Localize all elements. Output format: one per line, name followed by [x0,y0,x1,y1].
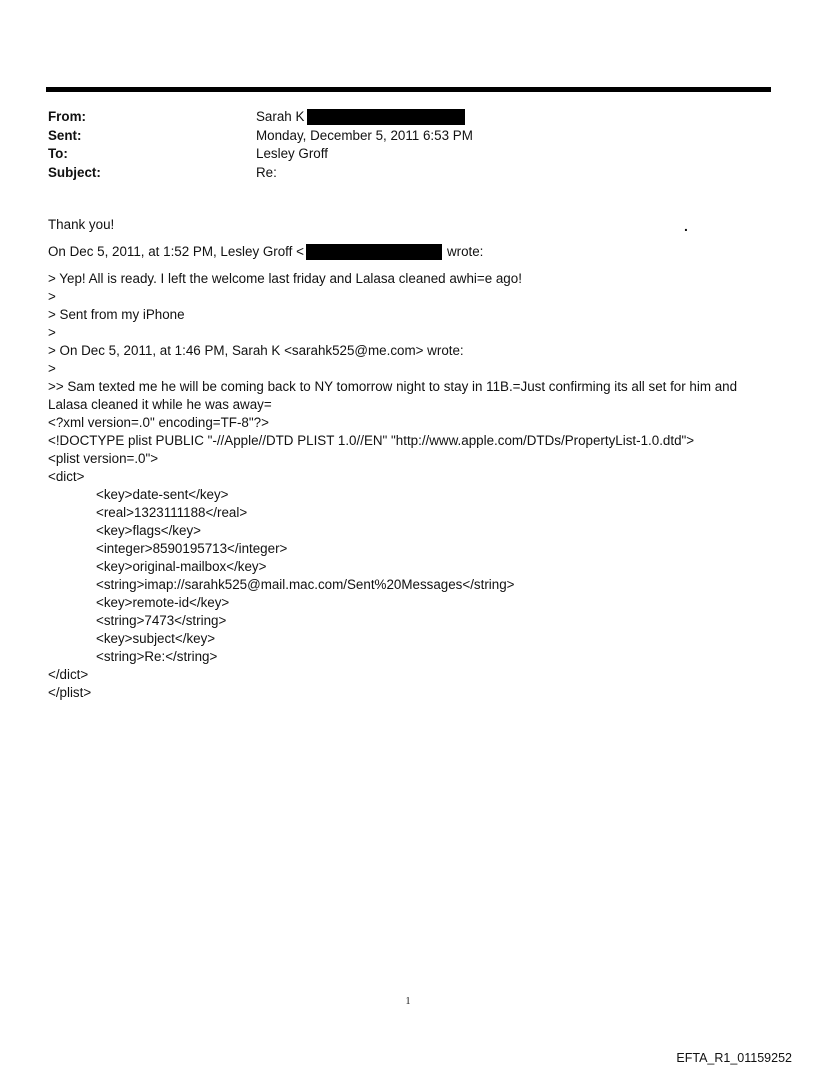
xml-line: <plist version=.0"> [48,451,159,466]
subject-label: Subject: [48,164,101,180]
quoted-line: > Sent from my iPhone [48,307,185,322]
xml-line: <!DOCTYPE plist PUBLIC "-//Apple//DTD PLIST 1.0//EN" "http://www.apple.com/DTDs/PropertyList-1.0.dtd"> [48,433,695,448]
to-row [48,145,748,164]
greeting-line: Thank you! [48,217,115,232]
quoted-line: > On Dec 5, 2011, at 1:46 PM, Sarah K <sarahk525@me.com> wrote: [48,343,464,358]
xml-closing-line: </plist> [48,685,92,700]
dict-entry: <key>remote-id</key> [96,595,230,610]
sent-value: Monday, December 5, 2011 6:53 PM [256,127,473,143]
to-value: Lesley Groff [256,146,328,161]
dict-entry: <key>date-sent</key> [96,487,229,502]
redaction-box [306,244,442,260]
from-name: Sarah K [256,109,305,124]
sent-row [48,127,748,146]
xml-line: <dict> [48,469,85,484]
xml-closing-line: </dict> [48,667,89,682]
quoted-line: > [48,325,56,340]
xml-line: <?xml version=.0" encoding=TF-8"?> [48,415,269,430]
dict-entry: <key>original-mailbox</key> [96,559,267,574]
dict-entry: <string>7473</string> [96,613,227,628]
redaction-box [307,109,465,125]
header-rule [46,87,771,92]
to-label: To: [48,146,68,161]
email-body [48,216,778,702]
bates-number: EFTA_R1_01159252 [676,1051,792,1065]
dict-entry: <key>flags</key> [96,523,201,538]
subject-row [48,164,748,183]
email-header [48,108,748,182]
dict-entry: <string>imap://sarahk525@mail.mac.com/Sent%20Messages</string> [96,577,515,592]
from-row [48,108,748,127]
quoted-line: > [48,289,56,304]
quote-intro-line [48,243,778,261]
dict-entry: <real>1323111188</real> [96,505,248,520]
from-label: From: [48,109,86,124]
stray-mark: . [684,218,688,234]
quote-intro-wrote: wrote: [446,244,484,259]
dict-entry: <string>Re:</string> [96,649,218,664]
quoted-line: > Yep! All is ready. I left the welcome last friday and Lalasa cleaned awhi=e ago! [48,271,522,286]
from-value [256,108,465,127]
dict-entry: <integer>8590195713</integer> [96,541,288,556]
page-number: 1 [405,996,411,1007]
dict-entry: <key>subject</key> [96,631,216,646]
nested-quote: >> Sam texted me he will be coming back to NY tomorrow night to stay in 11B.=Just confirming its all set for him and Lalasa cleaned it while he was away= [48,379,738,412]
sent-label: Sent: [48,127,82,143]
subject-value: Re: [256,164,277,180]
quote-intro-text: On Dec 5, 2011, at 1:52 PM, Lesley Groff < [48,244,304,259]
quoted-line: > [48,361,56,376]
